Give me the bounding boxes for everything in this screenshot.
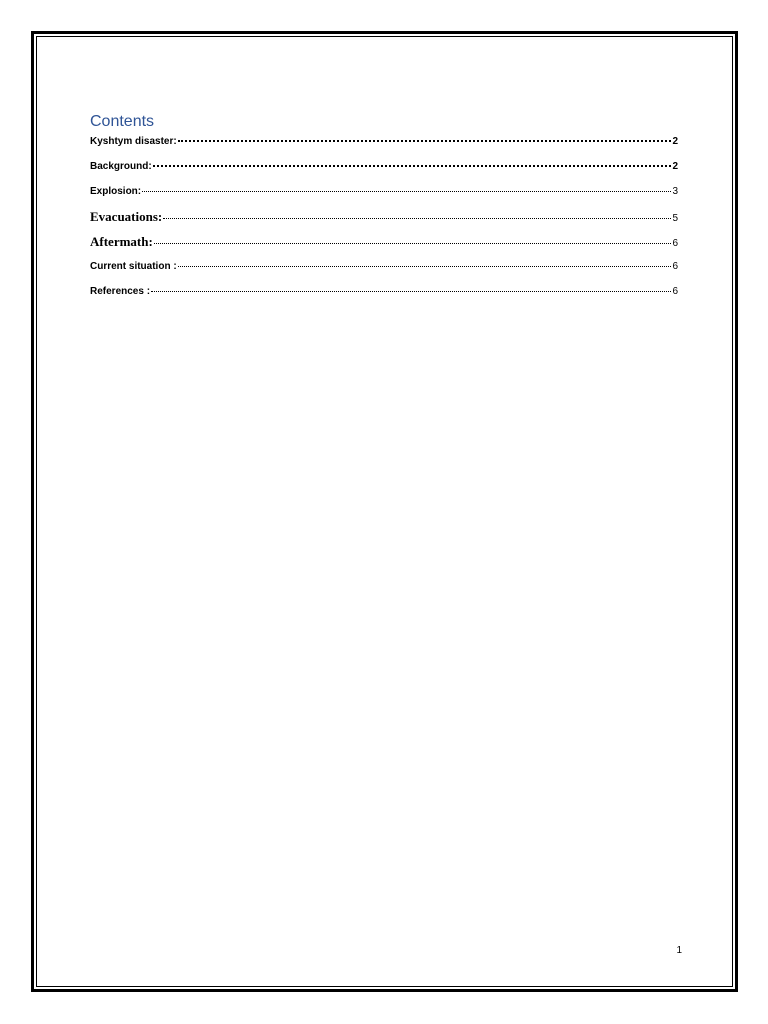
toc-entry-label: Current situation : xyxy=(90,261,177,272)
toc-entry-page-number: 6 xyxy=(672,261,678,272)
toc-entry-label: Kyshtym disaster: xyxy=(90,136,177,147)
toc-entry-background[interactable] xyxy=(90,159,678,184)
toc-entry-page-number: 6 xyxy=(672,286,678,297)
toc-entry-label: Background: xyxy=(90,161,152,172)
dot-leader xyxy=(178,266,672,267)
toc-entry-evacuations[interactable] xyxy=(90,209,678,234)
page-number: 1 xyxy=(676,945,682,956)
dot-leader xyxy=(153,165,672,167)
dot-leader xyxy=(154,243,672,244)
toc-entry-page-number: 6 xyxy=(672,238,678,249)
toc-entry-label: References : xyxy=(90,286,151,297)
toc-entry-current-situation[interactable] xyxy=(90,259,678,284)
table-of-contents xyxy=(90,112,678,309)
toc-entry-kyshtym-disaster[interactable] xyxy=(90,134,678,159)
toc-entry-page-number: 5 xyxy=(672,213,678,224)
toc-entry-page-number: 3 xyxy=(672,186,678,197)
toc-entry-page-number: 2 xyxy=(672,136,678,147)
toc-entry-label: Explosion: xyxy=(90,186,142,197)
dot-leader xyxy=(151,291,671,292)
toc-entry-label: Aftermath: xyxy=(90,234,153,249)
dot-leader xyxy=(142,191,671,192)
toc-entry-label: Evacuations: xyxy=(90,209,163,224)
dot-leader xyxy=(163,218,671,219)
toc-entry-references[interactable] xyxy=(90,284,678,309)
toc-entry-aftermath[interactable] xyxy=(90,234,678,259)
toc-heading: Contents xyxy=(90,113,155,130)
toc-entry-page-number: 2 xyxy=(672,161,678,172)
dot-leader xyxy=(178,140,672,142)
toc-entry-explosion[interactable] xyxy=(90,184,678,209)
